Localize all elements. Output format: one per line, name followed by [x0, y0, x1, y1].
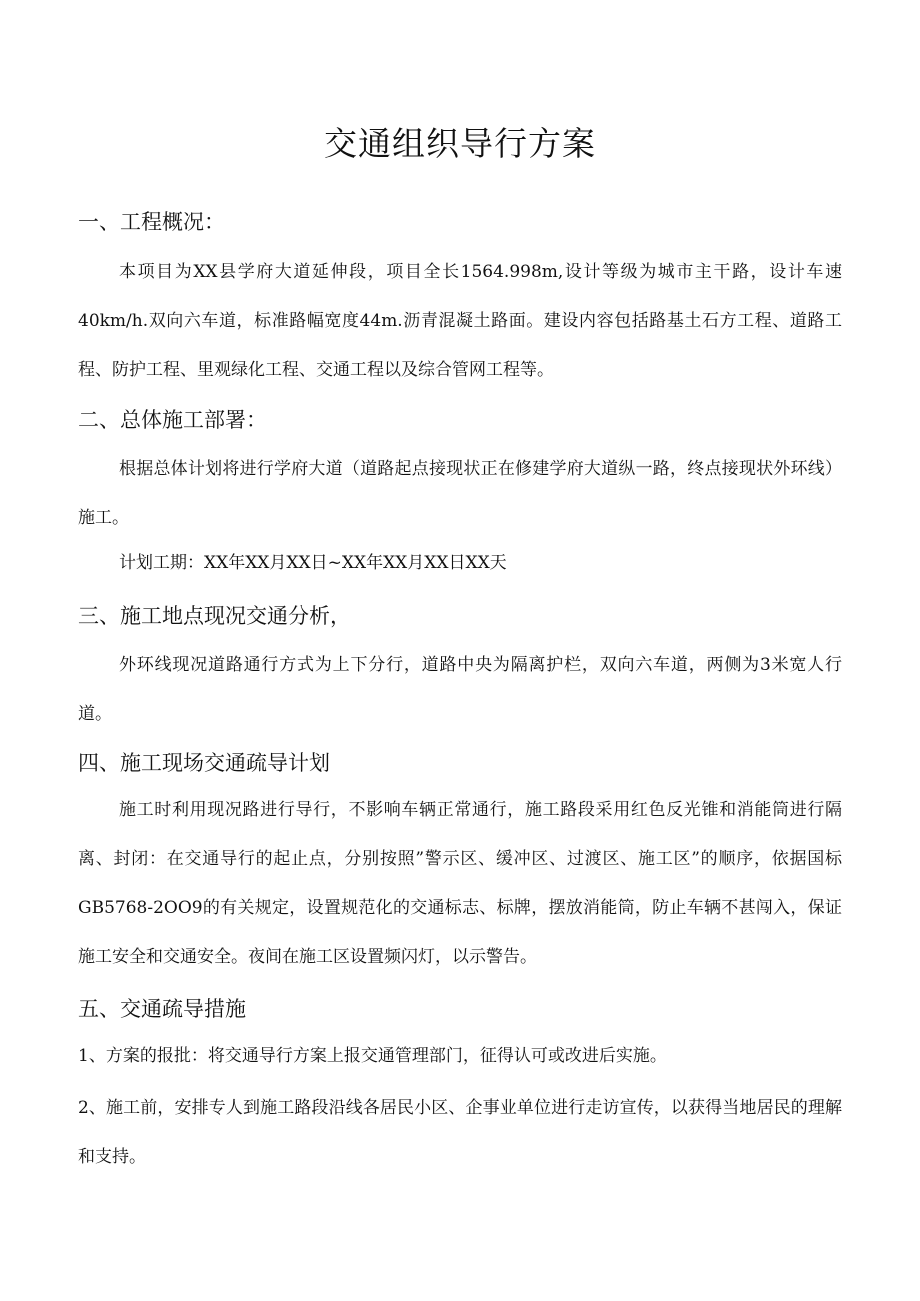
section-heading-project-overview: 一、工程概况： — [78, 210, 225, 234]
paragraph-schedule: 计划工期：XX年XX月XX日~XX年XX月XX日XX天 — [119, 553, 507, 573]
paragraph-diversion-plan: 施工时利用现况路进行导行，不影响车辆正常通行，施工路段采用红色反光锥和消能筒进行隔离、封闭：在交通导行的起止点，分别按照”警示区、缓冲区、过渡区、施工区”的顺序，依据国标GB5768-2OO9的有关规定，设置规范化的交通标志、标牌，摆放消能筒，防止车辆不甚闯入，保证施工安全和交通安全。夜间在施工区设置频闪灯，以示警告。 — [78, 800, 842, 967]
section-heading-traffic-analysis: 三、施工地点现况交通分析， — [78, 604, 351, 628]
document-title: 交通组织导行方案 — [324, 124, 596, 163]
paragraph-overall-deployment: 根据总体计划将进行学府大道（道路起点接现状正在修建学府大道纵一路，终点接现状外环线）施工。 — [78, 459, 842, 528]
measure-item-publicity: 2、施工前，安排专人到施工路段沿线各居民小区、企事业单位进行走访宣传，以获得当地居民的理解和支持。 — [78, 1098, 842, 1167]
measure-item-approval: 1、方案的报批：将交通导行方案上报交通管理部门，征得认可或改进后实施。 — [78, 1046, 667, 1066]
paragraph-project-overview: 本项目为XX县学府大道延伸段，项目全长1564.998m,设计等级为城市主干路，设计车速40km∕h.双向六车道，标准路幅宽度44m.沥青混凝土路面。建设内容包括路基土石方工程、道路工程、防护工程、里观绿化工程、交通工程以及综合管网工程等。 — [78, 262, 842, 380]
section-heading-diversion-measures: 五、交通疏导措施 — [78, 997, 246, 1021]
paragraph-traffic-analysis: 外环线现况道路通行方式为上下分行，道路中央为隔离护栏，双向六车道，两侧为3米宽人行道。 — [78, 655, 842, 724]
section-heading-overall-deployment: 二、总体施工部署： — [78, 408, 267, 432]
section-heading-diversion-plan: 四、施工现场交通疏导计划 — [78, 751, 330, 775]
